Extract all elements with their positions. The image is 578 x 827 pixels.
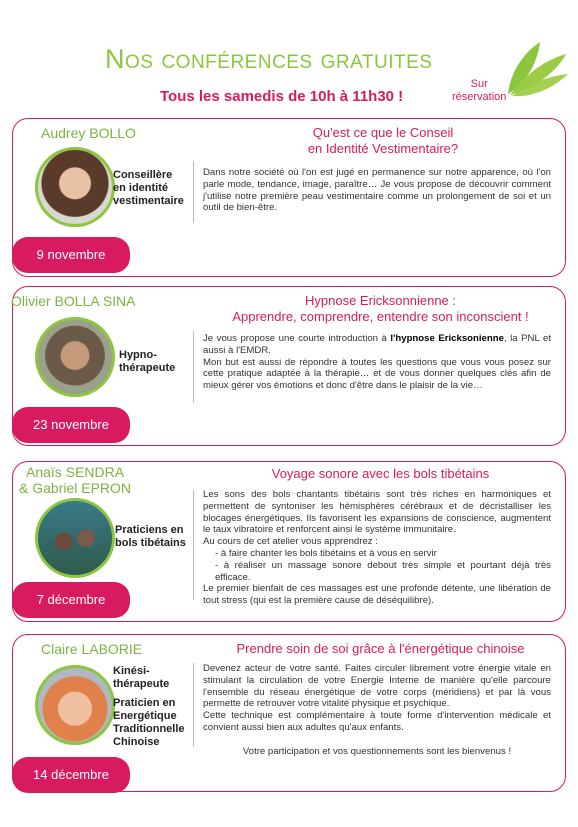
speaker-name: Claire LABORIE — [41, 641, 143, 657]
talk-description — [203, 167, 551, 214]
reservation-note — [452, 78, 506, 104]
description-list — [203, 548, 551, 583]
date-badge: 7 décembre — [12, 582, 130, 618]
talk-description — [203, 663, 551, 758]
reservation-line2: réservation — [452, 91, 507, 103]
leaf-logo-icon — [500, 38, 570, 102]
speaker-name: Anaïs SENDRA & Gabriel EPRON — [19, 464, 132, 496]
speaker-photo — [35, 498, 115, 578]
description-bold: l'hypnose Ericksonienne — [390, 333, 504, 344]
conference-card-1 — [12, 118, 566, 277]
speaker-photo — [35, 317, 115, 397]
speaker-role: Conseillère en identité vestimentaire — [113, 169, 184, 207]
reservation-line1: Sur — [470, 78, 488, 90]
speaker-photo — [35, 665, 115, 745]
talk-title: Hypnose Ericksonnienne : Apprendre, comprendre, entendre son inconscient ! — [232, 293, 529, 324]
description-text: Je vous propose une courte introduction à — [203, 333, 391, 344]
speaker-role-secondary: Praticien en Energétique Traditionnelle Chinoise — [113, 697, 185, 748]
talk-description — [203, 333, 551, 392]
date-badge: 9 novembre — [12, 237, 130, 273]
conference-card-2 — [12, 286, 566, 446]
description-paragraph: Dans notre société où l'on est jugé en permanence sur notre apparence, où l'on parle mode, tendance, image, paraître… Je vous propose de découvrir comment j'utilise notre première peau vestimentaire comme un prolongement de soi et un outil de bien-être. — [203, 167, 551, 214]
talk-title: Voyage sonore avec les bols tibétains — [271, 466, 490, 481]
speaker-name: Olivier BOLLA SINA — [11, 293, 136, 309]
description-paragraph: Au cours de cet atelier vous apprendrez : — [203, 536, 378, 548]
list-item: - à faire chanter les bols tibétains et à vous en servir — [215, 548, 551, 560]
description-paragraph: Mon but est aussi de répondre à toutes les questions que vous vous posez sur cette pratique adaptée à la thérapie… et de vous donner quelques clés afin de mieux gérer vos émotions et donc d'être dans le plaisir de la vie… — [203, 356, 551, 392]
description-paragraph: Le premier bienfait de ces massages est une profonde détente, une libération de tout stress (qui est la première cause de déséquilibre). — [203, 583, 551, 607]
conference-card-4 — [12, 634, 566, 792]
talk-title: Qu'est ce que le Conseil en Identité Vestimentaire? — [307, 125, 459, 156]
speaker-name: Audrey BOLLO — [41, 125, 136, 141]
speaker-role: Praticiens en bols tibétains — [115, 524, 186, 549]
date-badge: 14 décembre — [12, 757, 130, 793]
divider — [193, 490, 194, 600]
conference-card-3 — [12, 461, 566, 622]
speaker-role: Hypno- thérapeute — [119, 349, 176, 374]
page-title: Nos conférences gratuites — [105, 44, 433, 74]
speaker-photo — [35, 147, 115, 227]
divider — [193, 161, 194, 223]
divider — [193, 331, 194, 403]
divider — [193, 663, 194, 747]
description-paragraph: Les sons des bols chantants tibétains sont très riches en harmoniques et permettent de syntoniser les hémisphères cérébraux et de décristalliser les blocages énergétiques. Ils favorisent les expansions de conscience, augmentent le taux vibratoire et renforcent ainsi le système immunitaire. — [203, 489, 551, 536]
talk-description — [203, 489, 551, 607]
page-subtitle: Tous les samedis de 10h à 11h30 ! — [160, 88, 404, 105]
description-paragraph: Votre participation et vos questionnements sont les bienvenus ! — [242, 745, 512, 757]
description-paragraph: Cette technique est complémentaire à toute forme d'intervention médicale et convient aussi bien aux adultes qu'aux enfants. — [203, 710, 551, 733]
description-paragraph: Devenez acteur de votre santé. Faites circuler librement votre énergie vitale en stimulant la circulation de votre Energie Interne de manière qu'elle parcoure l'ensemble du réseau énergétique de votre corps (méridiens) et par là vous permette de retrouver votre vitalité physique et psychique. — [203, 663, 551, 710]
list-item: - à réaliser un massage sonore debout très simple et pourtant déjà très efficace. — [215, 560, 551, 584]
date-badge: 23 novembre — [12, 407, 130, 443]
talk-title: Prendre soin de soi grâce à l'énergétique chinoise — [236, 641, 525, 656]
description-text: , la PNL et aussi à l'EMDR. — [203, 333, 551, 356]
speaker-role: Kinési- thérapeute — [113, 665, 170, 690]
description-paragraph — [203, 333, 551, 357]
